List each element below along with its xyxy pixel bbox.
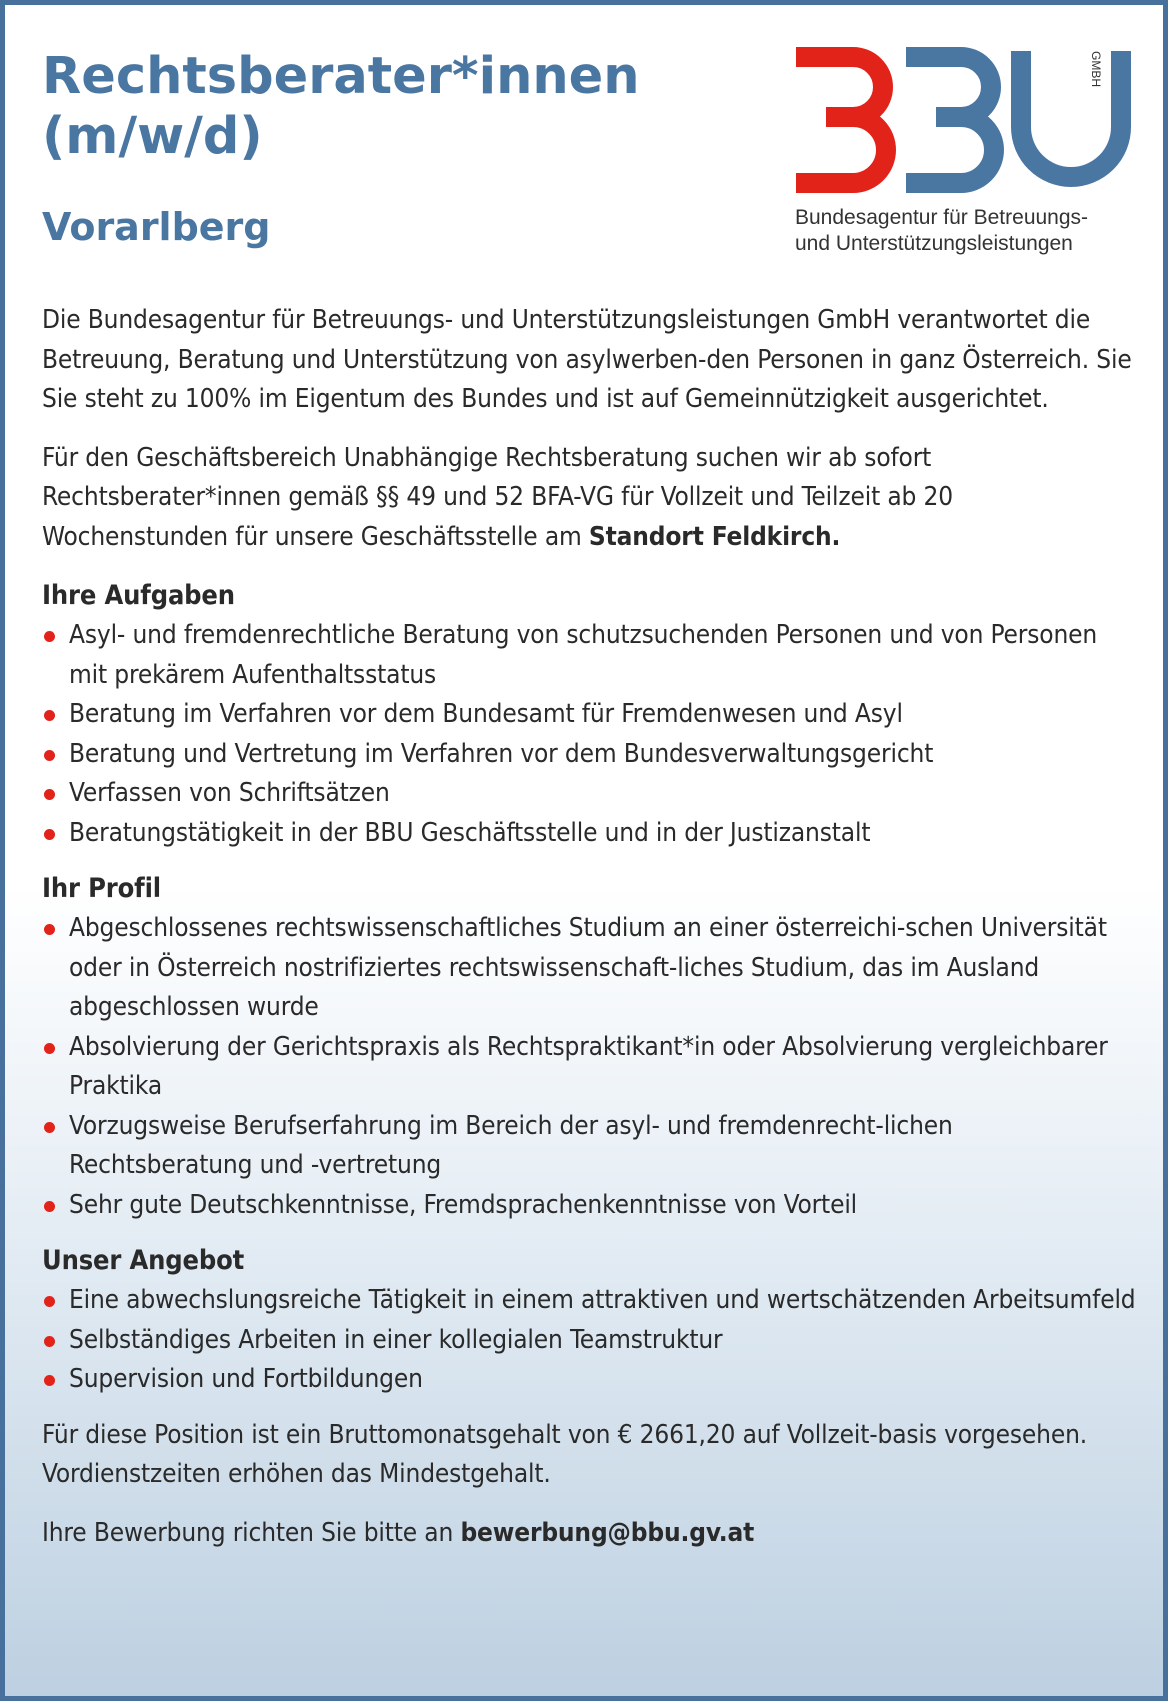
contact-paragraph [42, 1514, 1142, 1554]
logo-tagline [795, 205, 1088, 257]
bbu-logo [791, 47, 1131, 267]
intro-paragraph-1: Die Bundesagentur für Betreuungs- und Unterstützungsleistungen GmbH verantwortet die Betreuung, Beratung und Unterstützung von asylwerben-den Personen in ganz Österreich. Sie Sie steht zu 100% im Eigentum des Bundes und ist auf Gemeinnützigkeit ausgerichtet. [42, 305, 1132, 414]
location-emphasis: Standort Feldkirch. [588, 521, 841, 552]
list-item: Verfassen von Schriftsätzen [42, 774, 1142, 814]
intro-paragraph-2-text: Für den Geschäftsbereich Unabhängige Rechtsberatung suchen wir ab sofort Rechtsberater*innen gemäß §§ 49 und 52 BFA-VG für Vollzeit und Teilzeit ab 20 Wochenstunden für unsere Geschäftsstelle am [42, 442, 953, 552]
salary-paragraph: Für diese Position ist ein Bruttomonatsgehalt von € 2661,20 auf Vollzeit-basis vorgesehen. Vordienstzeiten erhöhen das Mindestgehalt. [42, 1419, 1088, 1489]
section-heading-profil: Ihr Profil [42, 873, 161, 904]
list-item: Selbständiges Arbeiten in einer kollegialen Teamstruktur [42, 1321, 1142, 1361]
list-item: Eine abwechslungsreiche Tätigkeit in einem attraktiven und wertschätzenden Arbeitsumfeld [42, 1281, 1142, 1321]
contact-text: Ihre Bewerbung richten Sie bitte an [42, 1517, 461, 1548]
logo-gmbh: GMBH [1089, 51, 1103, 87]
section-heading-aufgaben: Ihre Aufgaben [42, 580, 235, 611]
ad-body [42, 301, 1142, 1572]
profil-list [42, 909, 1142, 1225]
contact-email[interactable]: bewerbung@bbu.gv.at [460, 1517, 755, 1548]
list-item: Supervision und Fortbildungen [42, 1360, 1142, 1400]
list-item: Abgeschlossenes rechtswissenschaftliches Studium an einer österreichi-schen Universität oder in Österreich nostrifiziertes rechtswissenschaft-liches Studium, das im Ausland abgeschlossen wurde [42, 909, 1142, 1028]
list-item: Absolvierung der Gerichtspraxis als Rechtspraktikant*in oder Absolvierung vergleichbarer Praktika [42, 1028, 1142, 1107]
list-item: Vorzugsweise Berufserfahrung im Bereich der asyl- und fremdenrecht-lichen Rechtsberatung und -vertretung [42, 1107, 1142, 1186]
list-item: Sehr gute Deutschkenntnisse, Fremdsprachenkenntnisse von Vorteil [42, 1186, 1142, 1226]
location-subtitle: Vorarlberg [42, 205, 271, 249]
list-item: Asyl- und fremdenrechtliche Beratung von schutzsuchenden Personen und von Personen mit prekärem Aufenthaltsstatus [42, 616, 1142, 695]
intro-paragraph-2 [42, 439, 1142, 558]
logo-tagline-line-1: Bundesagentur für Betreuungs- [795, 206, 1089, 229]
angebot-list [42, 1281, 1142, 1400]
bbu-logo-mark [791, 47, 1131, 207]
logo-letter-b2 [906, 57, 994, 183]
aufgaben-list [42, 616, 1142, 853]
page-title [42, 47, 682, 167]
section-heading-angebot: Unser Angebot [42, 1245, 245, 1276]
title-line-1: Rechtsberater*innen [42, 47, 640, 106]
list-item: Beratung und Vertretung im Verfahren vor dem Bundesverwaltungsgericht [42, 735, 1142, 775]
logo-tagline-line-2: und Unterstützungsleistungen [795, 232, 1073, 255]
list-item: Beratungstätigkeit in der BBU Geschäftsstelle und in der Justizanstalt [42, 814, 1142, 854]
logo-letter-b1 [796, 57, 886, 183]
logo-letter-u [1021, 51, 1121, 177]
title-line-2: (m/w/d) [42, 107, 263, 166]
list-item: Beratung im Verfahren vor dem Bundesamt für Fremdenwesen und Asyl [42, 695, 1142, 735]
